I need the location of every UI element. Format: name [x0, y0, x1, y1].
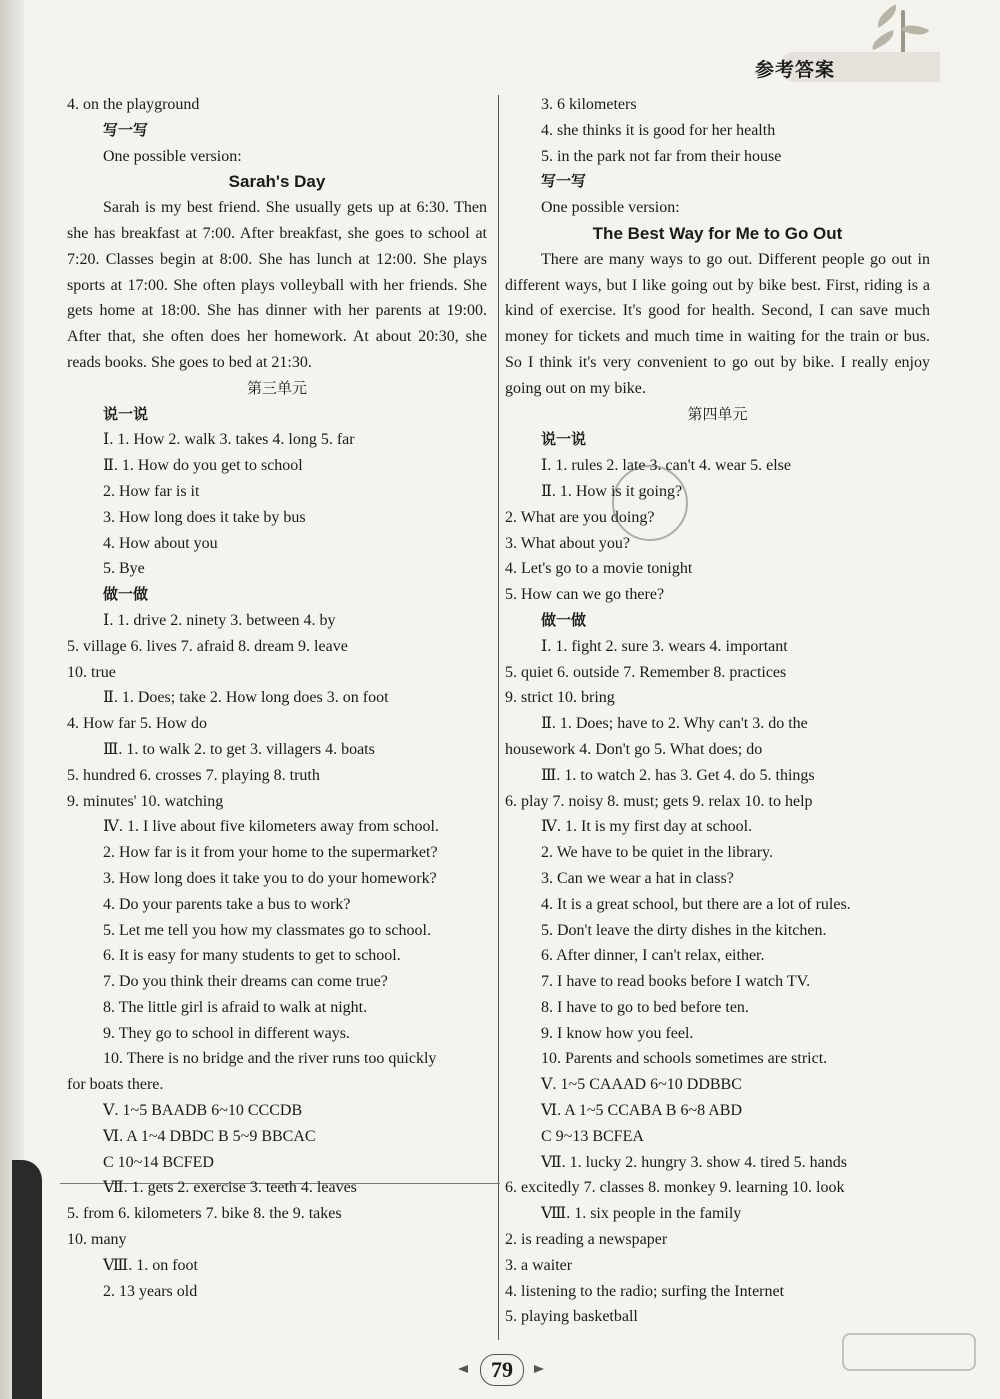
answer-line: 5. hundred 6. crosses 7. playing 8. truth — [67, 766, 320, 784]
section-heading: 说一说 — [541, 430, 587, 449]
answer-line: 2. is reading a newspaper — [505, 1231, 668, 1249]
answer-line: Ⅱ. 1. Does; take 2. How long does 3. on foot — [103, 689, 389, 707]
essay-paragraph — [505, 247, 930, 402]
answer-line: 3. 6 kilometers — [541, 96, 637, 113]
answer-line: 4. listening to the radio; surfing the Internet — [505, 1282, 785, 1300]
answer-line: 4. she thinks it is good for her health — [541, 121, 776, 139]
answer-line: 7. Do you think their dreams can come true? — [103, 973, 388, 991]
answer-line: One possible version: — [541, 199, 680, 217]
answer-line: Ⅱ. 1. How is it going? — [541, 482, 683, 500]
answer-line: 4. How about you — [103, 534, 218, 552]
page-number-area — [442, 1354, 562, 1384]
essay-paragraph — [67, 195, 487, 376]
answer-line: 9. I know how you feel. — [541, 1024, 694, 1042]
page-header — [740, 0, 940, 95]
answer-line: 5. playing basketball — [505, 1308, 638, 1326]
answer-line: 9. They go to school in different ways. — [103, 1024, 350, 1042]
answer-line: housework 4. Don't go 5. What does; do — [505, 740, 763, 758]
answer-line: 2. How far is it from your home to the supermarket? — [103, 844, 438, 862]
watermark-badge — [842, 1333, 976, 1371]
answer-line: 10. Parents and schools sometimes are strict. — [541, 1050, 828, 1068]
answer-line: 5. from 6. kilometers 7. bike 8. the 9. takes — [67, 1205, 342, 1223]
answer-line: Ⅰ. 1. How 2. walk 3. takes 4. long 5. far — [103, 431, 355, 449]
paragraph-text: There are many ways to go out. Different people go out in different ways, but I like going out by bike best. First, riding is a kind of exercise. It's good for health. Second, I can save much money for tickets and much time in waiting for the train or bus. So I think it's very convenient to go out by bike. I really enjoy going out on my bike. — [505, 250, 930, 397]
section-heading: 说一说 — [103, 404, 149, 423]
leaf-icon — [873, 4, 902, 27]
answer-line: Ⅶ. 1. lucky 2. hungry 3. show 4. tired 5. hands — [541, 1153, 847, 1171]
answer-line: 5. Let me tell you how my classmates go to school. — [103, 921, 431, 939]
answer-line: 4. on the playground — [67, 96, 200, 113]
answer-line: Ⅰ. 1. fight 2. sure 3. wears 4. important — [541, 637, 788, 655]
answer-line: Ⅵ. A 1~5 CCABA B 6~8 ABD — [541, 1102, 743, 1120]
answer-line: 5. Bye — [103, 560, 145, 578]
answer-line: 4. How far 5. How do — [67, 715, 207, 733]
answer-line: 3. How long does it take by bus — [103, 508, 306, 526]
answer-line: Ⅴ. 1~5 BAADB 6~10 CCCDB — [103, 1102, 303, 1120]
unit-heading: 第四单元 — [687, 404, 748, 423]
answer-line: 2. We have to be quiet in the library. — [541, 844, 773, 862]
answer-line: 5. Don't leave the dirty dishes in the kitchen. — [541, 921, 827, 939]
answer-line: Ⅲ. 1. to walk 2. to get 3. villagers 4. boats — [103, 740, 375, 758]
answer-line: Ⅴ. 1~5 CAAAD 6~10 DDBBC — [541, 1076, 742, 1094]
unit-heading: 第三单元 — [246, 378, 307, 397]
answer-line: Ⅷ. 1. six people in the family — [541, 1205, 742, 1223]
left-arrow-icon — [458, 1365, 468, 1373]
answer-line: Ⅰ. 1. drive 2. ninety 3. between 4. by — [103, 611, 336, 629]
answer-line: Ⅰ. 1. rules 2. late 3. can't 4. wear 5. else — [541, 457, 792, 475]
essay-title: The Best Way for Me to Go Out — [592, 223, 843, 243]
section-heading: 做一做 — [541, 610, 587, 629]
answer-line: Ⅵ. A 1~4 DBDC B 5~9 BBCAC — [103, 1127, 316, 1145]
leaf-icon — [869, 30, 898, 50]
paragraph-text: Sarah is my best friend. She usually gets up at 6:30. Then she has breakfast at 7:00. After breakfast, she goes to school at 7:20. Classes begin at 8:00. She has lunch at 12:00. She plays sports at 17:00. She often plays volleyball with her friends. She gets home at 18:00. She has dinner with her parents at 19:00. After that, she often does her homework. At about 20:30, she reads books. She goes to bed at 21:30. — [67, 199, 487, 371]
answer-line: 10. There is no bridge and the river runs too quickly — [103, 1050, 437, 1068]
column-divider — [498, 95, 499, 1340]
answer-line: Ⅱ. 1. Does; have to 2. Why can't 3. do the — [541, 715, 808, 733]
answer-line: 5. in the park not far from their house — [541, 147, 782, 165]
answer-line: Ⅶ. 1. gets 2. exercise 3. teeth 4. leaves — [103, 1179, 357, 1197]
right-arrow-icon — [534, 1365, 544, 1373]
section-heading: 写一写 — [541, 172, 587, 191]
answer-line: Ⅳ. 1. I live about five kilometers away from school. — [103, 818, 439, 836]
scan-shadow — [12, 1160, 42, 1399]
answer-line: 3. What about you? — [505, 534, 631, 552]
answer-line: for boats there. — [67, 1076, 164, 1094]
answer-line: 8. I have to go to bed before ten. — [541, 998, 749, 1016]
answer-line: C 10~14 BCFED — [103, 1153, 214, 1171]
answer-line: One possible version: — [103, 147, 242, 165]
right-column — [505, 92, 930, 1330]
section-heading: 做一做 — [103, 585, 149, 604]
answer-line: 6. It is easy for many students to get to school. — [103, 947, 401, 965]
answer-line: 9. minutes' 10. watching — [67, 792, 224, 810]
answer-line: Ⅱ. 1. How do you get to school — [103, 457, 303, 475]
answer-line: 2. How far is it — [103, 482, 200, 500]
answer-line: 9. strict 10. bring — [505, 689, 615, 707]
header-title: 参考答案 — [754, 59, 835, 81]
answer-line: 4. Let's go to a movie tonight — [505, 560, 693, 578]
answer-line: 5. How can we go there? — [505, 586, 665, 604]
answer-line: 4. Do your parents take a bus to work? — [103, 895, 351, 913]
answer-line: 5. quiet 6. outside 7. Remember 8. practices — [505, 663, 787, 681]
answer-line: 5. village 6. lives 7. afraid 8. dream 9. leave — [67, 637, 348, 655]
answer-line: C 9~13 BCFEA — [541, 1127, 644, 1145]
answer-line: 6. play 7. noisy 8. must; gets 9. relax 10. to help — [505, 792, 813, 810]
answer-line: 2. 13 years old — [103, 1282, 198, 1300]
answer-line: Ⅲ. 1. to watch 2. has 3. Get 4. do 5. things — [541, 766, 815, 784]
left-column — [67, 92, 487, 1304]
section-heading: 写一写 — [103, 120, 149, 139]
answer-line: 10. many — [67, 1231, 127, 1249]
answer-line: 3. Can we wear a hat in class? — [541, 869, 734, 887]
answer-line: 6. excitedly 7. classes 8. monkey 9. learning 10. look — [505, 1179, 845, 1197]
page-number: 79 — [480, 1354, 524, 1386]
answer-line: 3. How long does it take you to do your homework? — [103, 869, 437, 887]
stamp-seal — [612, 465, 688, 541]
essay-title: Sarah's Day — [228, 172, 326, 192]
answer-line: 2. What are you doing? — [505, 508, 655, 526]
answer-line: Ⅷ. 1. on foot — [103, 1256, 198, 1274]
answer-line: 8. The little girl is afraid to walk at night. — [103, 998, 368, 1016]
watermark-logo — [832, 1333, 982, 1393]
answer-line: 6. After dinner, I can't relax, either. — [541, 947, 765, 965]
answer-line: Ⅳ. 1. It is my first day at school. — [541, 818, 753, 836]
answer-line: 4. It is a great school, but there are a lot of rules. — [541, 895, 851, 913]
answer-line: 7. I have to read books before I watch TV. — [541, 973, 811, 991]
answer-line: 10. true — [67, 663, 116, 681]
answer-line: 3. a waiter — [505, 1256, 573, 1274]
